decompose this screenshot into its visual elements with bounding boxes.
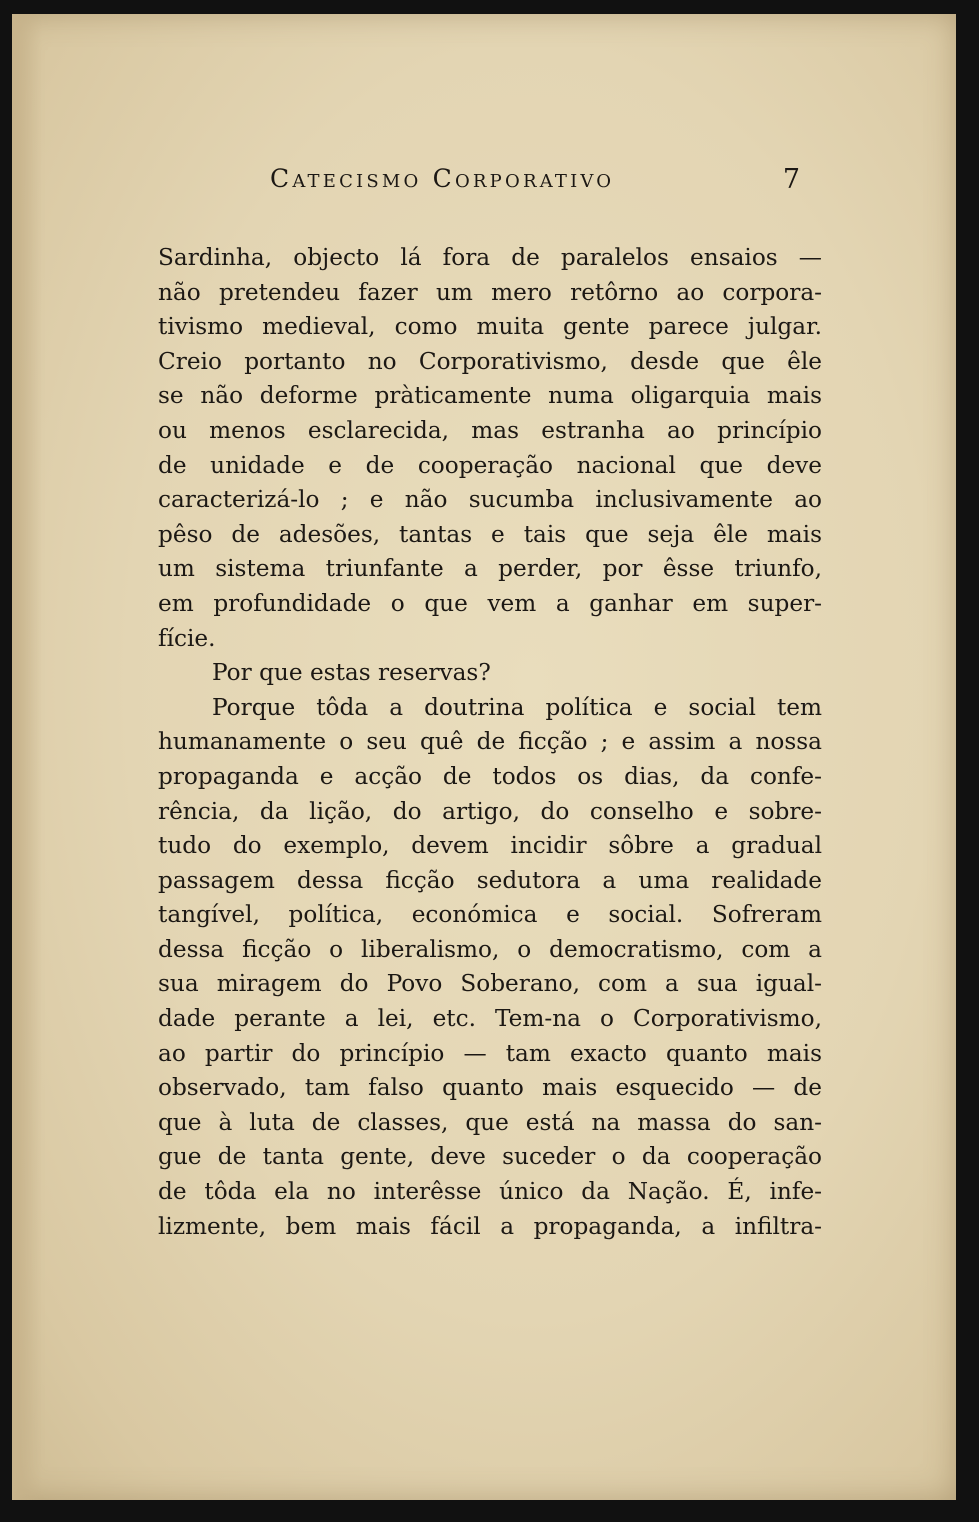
running-head (270, 164, 800, 204)
text-line: caracterizá-lo ; e não sucumba inclusivamente ao (158, 486, 822, 514)
text-line: humanamente o seu quê de ficção ; e assim a nossa (158, 728, 822, 756)
text-line: Creio portanto no Corporativismo, desde que êle (158, 347, 822, 375)
text-line: Porque tôda a doutrina política e social tem (212, 693, 822, 721)
text-line: tudo do exemplo, devem incidir sôbre a gradual (158, 832, 822, 860)
text-line: de tôda ela no interêsse único da Nação. É, infe- (158, 1178, 822, 1206)
text-line: Sardinha, objecto lá fora de paralelos ensaios — (158, 244, 822, 271)
text-line: propaganda e acção de todos os dias, da confe- (158, 762, 822, 790)
text-line: um sistema triunfante a perder, por êsse triunfo, (158, 555, 822, 583)
text-line: dade perante a lei, etc. Tem-na o Corporativismo, (158, 1005, 822, 1033)
text-line: lizmente, bem mais fácil a propaganda, a infiltra- (158, 1212, 822, 1240)
text-line: sua miragem do Povo Soberano, com a sua igual- (158, 970, 822, 998)
text-line: ou menos esclarecida, mas estranha ao princípio (158, 416, 822, 444)
text-line: de unidade e de cooperação nacional que deve (158, 451, 822, 479)
text-line: fície. (158, 624, 216, 652)
text-line: observado, tam falso quanto mais esquecido — de (158, 1074, 822, 1102)
text-line: se não deforme pràticamente numa oligarquia mais (158, 382, 822, 410)
page-gutter-shadow (12, 14, 42, 1500)
text-line: passagem dessa ficção sedutora a uma realidade (158, 866, 822, 894)
text-line: pêso de adesões, tantas e tais que seja êle mais (158, 520, 822, 548)
text-line: gue de tanta gente, deve suceder o da cooperação (158, 1143, 822, 1171)
body-text (158, 241, 822, 1244)
text-line: tangível, política, económica e social. Sofreram (158, 901, 822, 929)
text-line: Por que estas reservas? (212, 659, 491, 687)
text-line: ao partir do princípio — tam exacto quanto mais (158, 1039, 822, 1067)
text-line: tivismo medieval, como muita gente parece julgar. (158, 313, 822, 341)
text-line: dessa ficção o liberalismo, o democratismo, com a (158, 935, 822, 963)
text-line: que à luta de classes, que está na massa do san- (158, 1108, 822, 1136)
text-line: não pretendeu fazer um mero retôrno ao corpora- (158, 278, 822, 306)
book-page (12, 14, 956, 1500)
running-head-title: Catecismo Corporativo (270, 164, 615, 193)
page-number: 7 (782, 164, 800, 195)
text-line: rência, da lição, do artigo, do conselho e sobre- (158, 797, 822, 825)
text-line: em profundidade o que vem a ganhar em super- (158, 589, 822, 617)
